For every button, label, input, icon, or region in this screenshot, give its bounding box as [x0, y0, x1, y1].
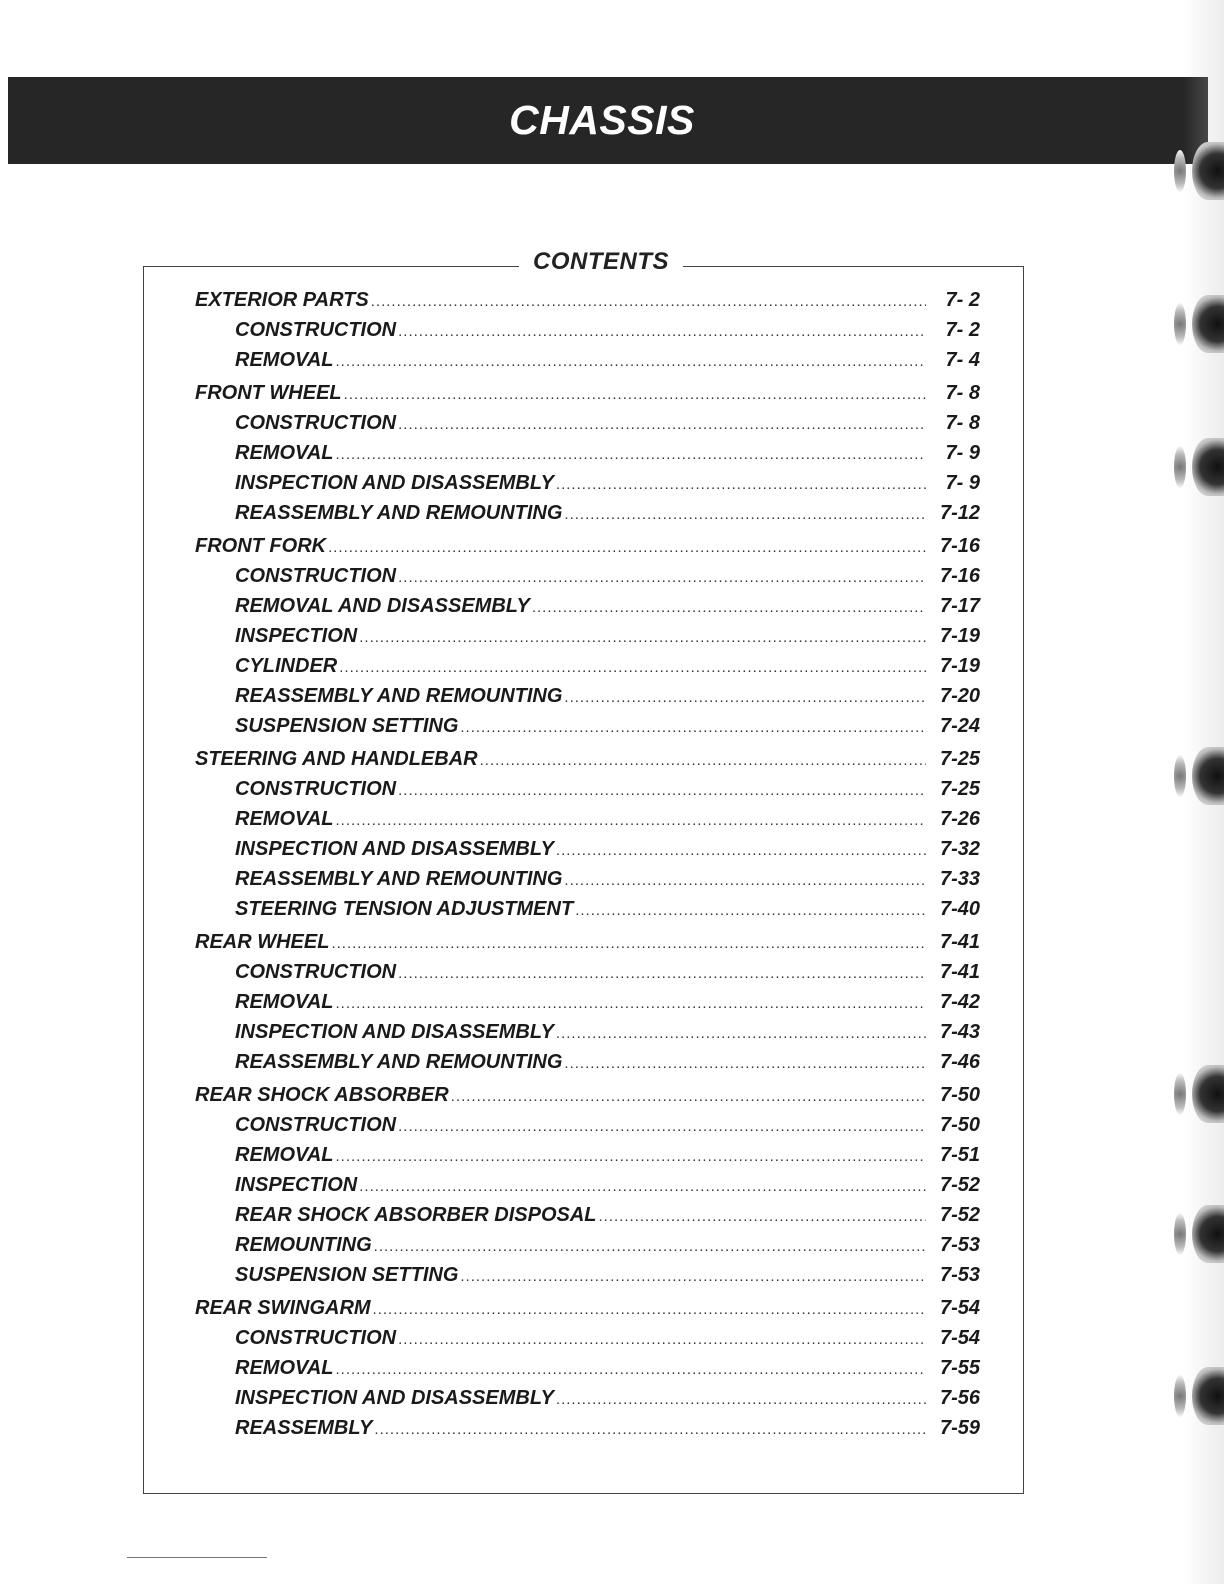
toc-dot-leader [344, 386, 926, 403]
toc-dot-leader [556, 842, 926, 859]
toc-entry-label: REASSEMBLY AND REMOUNTING [235, 1051, 563, 1073]
toc-entry-label: CONSTRUCTION [235, 778, 397, 800]
toc-entry-page: 7-55 [939, 1357, 980, 1379]
toc-subsection-entry[interactable] [195, 1327, 980, 1357]
binder-hole-shadow [1174, 303, 1186, 345]
toc-section-entry[interactable] [195, 382, 980, 412]
toc-entry-label: REMOVAL [235, 991, 334, 1013]
toc-entry-label: CONSTRUCTION [235, 1114, 397, 1136]
toc-dot-leader [336, 812, 926, 829]
toc-subsection-entry[interactable] [195, 1021, 980, 1051]
toc-entry-page: 7-25 [939, 778, 980, 800]
toc-subsection-entry[interactable] [195, 1387, 980, 1417]
toc-entry-page: 7-54 [939, 1297, 980, 1319]
toc-entry-page: 7-52 [939, 1174, 980, 1196]
toc-subsection-entry[interactable] [195, 685, 980, 715]
toc-dot-leader [336, 1148, 926, 1165]
toc-dot-leader [564, 1055, 926, 1072]
toc-entry-label: EXTERIOR PARTS [195, 289, 369, 311]
toc-dot-leader [371, 293, 926, 310]
binder-hole-shadow [1174, 1375, 1186, 1417]
toc-entry-label: REMOVAL AND DISASSEMBLY [235, 595, 530, 617]
toc-dot-leader [556, 476, 926, 493]
toc-entry-label: REASSEMBLY AND REMOUNTING [235, 685, 563, 707]
toc-section-entry[interactable] [195, 1084, 980, 1114]
toc-dot-leader [336, 1361, 926, 1378]
toc-section-entry[interactable] [195, 289, 980, 319]
binder-hole [1192, 295, 1224, 353]
toc-dot-leader [359, 1178, 926, 1195]
toc-entry-page: 7-56 [939, 1387, 980, 1409]
toc-entry-page: 7-25 [939, 748, 980, 770]
toc-subsection-entry[interactable] [195, 838, 980, 868]
toc-dot-leader [556, 1025, 926, 1042]
binder-hole-shadow [1174, 150, 1186, 192]
toc-subsection-entry[interactable] [195, 1234, 980, 1264]
toc-dot-leader [480, 752, 926, 769]
toc-subsection-entry[interactable] [195, 961, 980, 991]
toc-entry-page: 7-41 [939, 931, 980, 953]
toc-entry-label: REMOVAL [235, 1144, 334, 1166]
toc-dot-leader [328, 539, 926, 556]
toc-entry-label: REMOVAL [235, 349, 334, 371]
toc-entry-label: CONSTRUCTION [235, 565, 397, 587]
toc-subsection-entry[interactable] [195, 1144, 980, 1174]
binder-hole [1192, 1205, 1224, 1263]
toc-entry-page: 7-16 [939, 535, 980, 557]
toc-entry-page: 7-41 [939, 961, 980, 983]
toc-entry-page: 7- 8 [945, 382, 980, 404]
toc-entry-label: SUSPENSION SETTING [235, 715, 459, 737]
toc-entry-label: INSPECTION AND DISASSEMBLY [235, 1387, 554, 1409]
toc-dot-leader [564, 689, 926, 706]
chapter-header-bar [8, 77, 1208, 164]
toc-subsection-entry[interactable] [195, 1357, 980, 1387]
toc-entry-page: 7-40 [939, 898, 980, 920]
toc-subsection-entry[interactable] [195, 565, 980, 595]
toc-dot-leader [599, 1208, 926, 1225]
toc-dot-leader [359, 629, 926, 646]
toc-entry-page: 7-51 [939, 1144, 980, 1166]
binder-hole-shadow [1174, 1073, 1186, 1115]
binder-holes [1164, 0, 1224, 1584]
toc-dot-leader [374, 1238, 926, 1255]
toc-dot-leader [532, 599, 926, 616]
toc-subsection-entry[interactable] [195, 715, 980, 745]
toc-entry-page: 7-12 [939, 502, 980, 524]
toc-section-entry[interactable] [195, 535, 980, 565]
toc-dot-leader [564, 506, 926, 523]
toc-dot-leader [336, 353, 926, 370]
toc-subsection-entry[interactable] [195, 1114, 980, 1144]
toc-entry-page: 7-50 [939, 1114, 980, 1136]
toc-entry-label: INSPECTION AND DISASSEMBLY [235, 472, 554, 494]
toc-dot-leader [398, 782, 926, 799]
toc-subsection-entry[interactable] [195, 349, 980, 379]
toc-subsection-entry[interactable] [195, 1204, 980, 1234]
toc-entry-label: CONSTRUCTION [235, 412, 397, 434]
binder-hole [1192, 1367, 1224, 1425]
binder-hole-shadow [1174, 446, 1186, 488]
toc-entry-label: INSPECTION AND DISASSEMBLY [235, 838, 554, 860]
toc-entry-page: 7-50 [939, 1084, 980, 1106]
toc-entry-label: CYLINDER [235, 655, 338, 677]
toc-section-entry[interactable] [195, 931, 980, 961]
toc-subsection-entry[interactable] [195, 778, 980, 808]
toc-dot-leader [398, 323, 926, 340]
footer-rule [127, 1557, 267, 1558]
toc-subsection-entry[interactable] [195, 595, 980, 625]
toc-subsection-entry[interactable] [195, 1417, 980, 1447]
toc-subsection-entry[interactable] [195, 1264, 980, 1294]
toc-section-entry[interactable] [195, 748, 980, 778]
toc-entry-page: 7-54 [939, 1327, 980, 1349]
toc-subsection-entry[interactable] [195, 442, 980, 472]
toc-entry-label: REMOUNTING [235, 1234, 372, 1256]
toc-entry-label: REMOVAL [235, 808, 334, 830]
toc-entry-label: CONSTRUCTION [235, 319, 397, 341]
toc-entry-page: 7-20 [939, 685, 980, 707]
binder-hole-shadow [1174, 1213, 1186, 1255]
toc-entry-label: REASSEMBLY [235, 1417, 373, 1439]
toc-dot-leader [575, 902, 926, 919]
toc-entry-page: 7- 8 [945, 412, 980, 434]
toc-entry-page: 7-24 [939, 715, 980, 737]
toc-entry-page: 7-53 [939, 1234, 980, 1256]
toc-entry-page: 7- 9 [945, 442, 980, 464]
toc-subsection-entry[interactable] [195, 319, 980, 349]
toc-subsection-entry[interactable] [195, 808, 980, 838]
toc-dot-leader [460, 719, 926, 736]
toc-dot-leader [374, 1421, 926, 1438]
toc-entry-label: SUSPENSION SETTING [235, 1264, 459, 1286]
toc-entry-label: INSPECTION [235, 1174, 358, 1196]
toc-entry-page: 7-33 [939, 868, 980, 890]
toc-entry-page: 7-32 [939, 838, 980, 860]
toc-entry-label: REAR SHOCK ABSORBER DISPOSAL [235, 1204, 597, 1226]
toc-subsection-entry[interactable] [195, 625, 980, 655]
contents-heading: CONTENTS [519, 248, 683, 276]
toc-entry-label: REAR WHEEL [195, 931, 330, 953]
toc-entry-label: REMOVAL [235, 442, 334, 464]
toc-subsection-entry[interactable] [195, 472, 980, 502]
toc-entry-page: 7- 9 [945, 472, 980, 494]
toc-dot-leader [336, 995, 926, 1012]
toc-entry-label: CONSTRUCTION [235, 961, 397, 983]
toc-entry-page: 7-26 [939, 808, 980, 830]
toc-subsection-entry[interactable] [195, 991, 980, 1021]
toc-subsection-entry[interactable] [195, 1174, 980, 1204]
toc-entry-label: REMOVAL [235, 1357, 334, 1379]
toc-dot-leader [339, 659, 926, 676]
toc-entry-label: FRONT WHEEL [195, 382, 342, 404]
toc-entry-label: REAR SHOCK ABSORBER [195, 1084, 449, 1106]
toc-subsection-entry[interactable] [195, 1051, 980, 1081]
toc-entry-page: 7-53 [939, 1264, 980, 1286]
binder-hole [1192, 1065, 1224, 1123]
toc-entry-label: CONSTRUCTION [235, 1327, 397, 1349]
toc-entry-label: INSPECTION [235, 625, 358, 647]
binder-hole [1192, 142, 1224, 200]
toc-dot-leader [331, 935, 926, 952]
binder-hole-shadow [1174, 755, 1186, 797]
toc-dot-leader [398, 965, 926, 982]
toc-entry-label: STEERING TENSION ADJUSTMENT [235, 898, 574, 920]
toc-entry-label: REASSEMBLY AND REMOUNTING [235, 868, 563, 890]
toc-dot-leader [398, 1331, 926, 1348]
toc-entry-page: 7-59 [939, 1417, 980, 1439]
toc-entry-page: 7- 4 [945, 349, 980, 371]
toc-dot-leader [398, 569, 926, 586]
toc-dot-leader [556, 1391, 926, 1408]
toc-entry-label: REASSEMBLY AND REMOUNTING [235, 502, 563, 524]
toc-entry-page: 7-52 [939, 1204, 980, 1226]
toc-entry-label: FRONT FORK [195, 535, 327, 557]
toc-subsection-entry[interactable] [195, 412, 980, 442]
toc-subsection-entry[interactable] [195, 898, 980, 928]
toc-dot-leader [373, 1301, 926, 1318]
toc-entry-page: 7- 2 [945, 289, 980, 311]
toc-entry-label: REAR SWINGARM [195, 1297, 371, 1319]
toc-dot-leader [564, 872, 926, 889]
toc-dot-leader [398, 416, 926, 433]
table-of-contents [195, 286, 980, 1447]
toc-entry-label: STEERING AND HANDLEBAR [195, 748, 478, 770]
toc-entry-page: 7-16 [939, 565, 980, 587]
toc-dot-leader [336, 446, 926, 463]
toc-dot-leader [460, 1268, 926, 1285]
toc-section-entry[interactable] [195, 1297, 980, 1327]
toc-subsection-entry[interactable] [195, 868, 980, 898]
toc-entry-page: 7-46 [939, 1051, 980, 1073]
binder-hole [1192, 747, 1224, 805]
toc-entry-page: 7-17 [939, 595, 980, 617]
toc-dot-leader [451, 1088, 926, 1105]
toc-entry-page: 7-43 [939, 1021, 980, 1043]
toc-entry-page: 7- 2 [945, 319, 980, 341]
toc-subsection-entry[interactable] [195, 502, 980, 532]
toc-dot-leader [398, 1118, 926, 1135]
binder-hole [1192, 438, 1224, 496]
toc-entry-page: 7-19 [939, 625, 980, 647]
toc-subsection-entry[interactable] [195, 655, 980, 685]
toc-entry-page: 7-19 [939, 655, 980, 677]
chapter-title: CHASSIS [509, 97, 695, 143]
toc-entry-label: INSPECTION AND DISASSEMBLY [235, 1021, 554, 1043]
toc-entry-page: 7-42 [939, 991, 980, 1013]
